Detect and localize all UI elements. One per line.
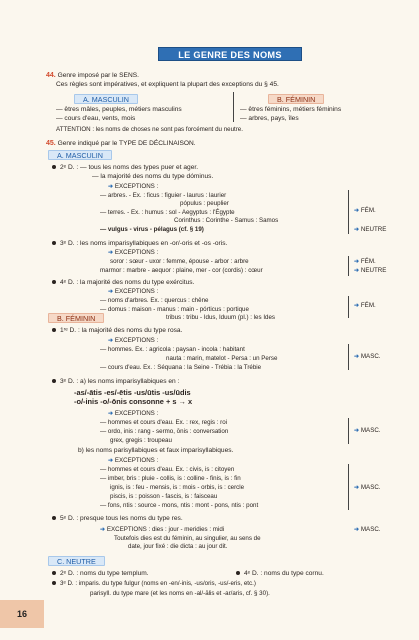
exc-note: date, jour fixé : die dicta : au jour dit. (128, 543, 228, 550)
bracket (348, 344, 349, 370)
fem-1d: 1ʳᵉ D. : la majorité des noms du type rosa. (60, 327, 183, 334)
exc-line: — hommes et cours d'eau. Ex. : civis, is : citoyen (100, 466, 235, 473)
arrow-icon: ➜ (354, 484, 361, 491)
arrow-icon: ➜ (108, 410, 115, 417)
fem-rule2: — arbres, pays, îles (240, 115, 299, 122)
gender-label: FÉM. (360, 302, 376, 309)
exc-line: — domus : maison - manus : main - pórticus : portique (100, 306, 249, 313)
neutre-4d: 4ᵉ D. : noms du type cornu. (244, 570, 324, 577)
exc-line: — terres. - Ex. : humus : sol - Aegyptus : l'Égypte (100, 209, 235, 216)
fem-3d-b: b) les noms parisyllabiques et faux imparisyllabiques. (78, 447, 234, 454)
exc-line: Corinthus : Corinthe - Samus : Samos (174, 217, 279, 224)
arrow-icon: ➜ (354, 207, 361, 214)
arrow-icon: ➜ (108, 249, 115, 256)
masculin-badge: A. MASCULIN (48, 150, 112, 160)
gender-label: NEUTRE (360, 226, 387, 233)
masc-3d: 3ᵉ D. : les noms imparisyllabiques en -or/-oris et -os -oris. (60, 240, 228, 247)
fem-3d-a: 3ᵉ D. : a) les noms imparisyllabiques en : (60, 378, 180, 385)
exceptions-label: EXCEPTIONS : (114, 337, 159, 344)
exc-line: marmor : marbre - aequor : plaine, mer - cor (cordis) : cœur (100, 267, 263, 274)
exc-line: — hommes et cours d'eau. Ex. : rex, regis : roi (100, 419, 228, 426)
feminin-badge: B. FÉMININ (268, 94, 324, 104)
fem-5d: 5ᵉ D. : presque tous les noms du type res. (60, 515, 183, 522)
fem-rule1: — êtres féminins, métiers féminins (240, 106, 342, 113)
exc-line: — arbres. - Ex. : ficus : figuier - laurus : laurier (100, 192, 227, 199)
arrow-icon: ➜ (108, 183, 115, 190)
divider-vertical (233, 92, 234, 122)
neutre-2d: 2ᵉ D. : noms du type templum. (60, 570, 149, 577)
gender-label: NEUTRE (360, 267, 387, 274)
exc-line: — vulgus - virus - pélagus (cf. § 19) (100, 226, 204, 233)
section-text: Genre imposé par le SENS. (57, 72, 139, 79)
gender-label: MASC. (360, 526, 381, 533)
exc-line: — cours d'eau. Ex. : Séquana : la Seine - Trébia : la Trébie (100, 364, 262, 371)
exc-line: — noms d'arbres. Ex. : quercus : chêne (100, 297, 209, 304)
exc-line: — hommes. Ex. : agricola : paysan - incola : habitant (100, 346, 245, 353)
attention-note: ATTENTION : les noms de choses ne sont pas forcément du neutre. (56, 126, 243, 133)
arrow-icon: ➜ (354, 302, 361, 309)
exc-line: — fons, ntis : source - mons, ntis : mont - pons, ntis : pont (100, 502, 259, 509)
gender-label: FÉM. (360, 258, 376, 265)
ending-row: -o/-inis -o/-ōnis consonne + s → x (74, 397, 193, 406)
exceptions-label: EXCEPTIONS : (114, 457, 159, 464)
exc-line: tribus : tribu - Idus, Iduum (pl.) : les Ides (166, 314, 276, 321)
masc-rule2: — cours d'eau, vents, mois (56, 115, 136, 122)
exc-line: pópulus : peuplier (180, 200, 229, 207)
exc-line: nauta : marin, matelot - Persa : un Perse (166, 355, 278, 362)
arrow-icon: ➜ (108, 337, 115, 344)
section-44-line1 (46, 72, 139, 80)
masc-2d-b: — la majorité des noms du type dóminus. (92, 173, 214, 180)
exceptions-label: EXCEPTIONS : (114, 249, 159, 256)
exc-line: grex, gregis : troupeau (110, 437, 172, 444)
bracket (348, 256, 349, 276)
arrow-icon: ➜ (354, 258, 361, 265)
bracket (348, 296, 349, 318)
exc-line: EXCEPTIONS : dies : jour - meridies : midi (106, 526, 225, 533)
section-number: 45. (46, 140, 56, 147)
ending-row: -as/-ātis -es/-ētis -us/ūtis -us/ūdis (74, 388, 191, 397)
arrow-icon: ➜ (108, 288, 115, 295)
exc-line: — imber, bris : pluie - collis, is : colline - finis, is : fin (100, 475, 241, 482)
feminin-badge: B. FÉMININ (48, 313, 104, 323)
exceptions-label: EXCEPTIONS : (114, 183, 159, 190)
exc-note: Toutefois dies est du féminin, au singulier, au sens de (114, 535, 261, 542)
arrow-icon: ➜ (354, 267, 361, 274)
section-44-line2: Ces règles sont impératives, et expliquent la plupart des exceptions du § 45. (56, 81, 279, 88)
exc-line: ignis, is : feu - mensis, is : mois - orbis, is : cercle (110, 484, 245, 491)
masc-4d: 4ᵉ D. : la majorité des noms du type exércitus. (60, 279, 195, 286)
gender-label: MASC. (360, 427, 381, 434)
neutre-3d: 3ᵉ D. : imparis. du type fulgur (noms en -en/-inis, -us/oris, -us/-eris, etc.) (60, 580, 256, 587)
gender-label: MASC. (360, 353, 381, 360)
page-title: LE GENRE DES NOMS (158, 47, 302, 61)
arrow-icon: ➜ (100, 526, 107, 533)
arrow-icon: ➜ (354, 353, 361, 360)
exc-line: piscis, is : poisson - fascis, is : faisceau (110, 493, 218, 500)
arrow-icon: ➜ (354, 427, 361, 434)
masc-2d: 2ᵉ D. : — tous les noms des types puer et ager. (60, 164, 199, 171)
exceptions-label: EXCEPTIONS : (114, 288, 159, 295)
section-text: Genre indiqué par le TYPE DE DÉCLINAISON. (57, 140, 196, 147)
masc-rule1: — êtres mâles, peuples, métiers masculins (56, 106, 182, 113)
exc-line: — ordo, inis : rang - sermo, ōnis : conversation (100, 428, 229, 435)
arrow-icon: ➜ (354, 526, 361, 533)
page-number: 16 (0, 600, 44, 628)
masculin-badge: A. MASCULIN (74, 94, 138, 104)
gender-label: MASC. (360, 484, 381, 491)
exceptions-label: EXCEPTIONS : (114, 410, 159, 417)
bracket (348, 418, 349, 444)
exc-line: soror : sœur - uxor : femme, épouse - arbor : arbre (110, 258, 249, 265)
neutre-badge: C. NEUTRE (48, 556, 105, 566)
neutre-3d-b: parisyll. du type mare (et les noms en -al/-ālis et -ar/aris, cf. § 30). (90, 590, 270, 597)
bracket (348, 190, 349, 234)
arrow-icon: ➜ (354, 226, 361, 233)
arrow-icon: ➜ (108, 457, 115, 464)
bracket (348, 464, 349, 510)
section-number: 44. (46, 72, 56, 79)
gender-label: FÉM. (360, 207, 376, 214)
